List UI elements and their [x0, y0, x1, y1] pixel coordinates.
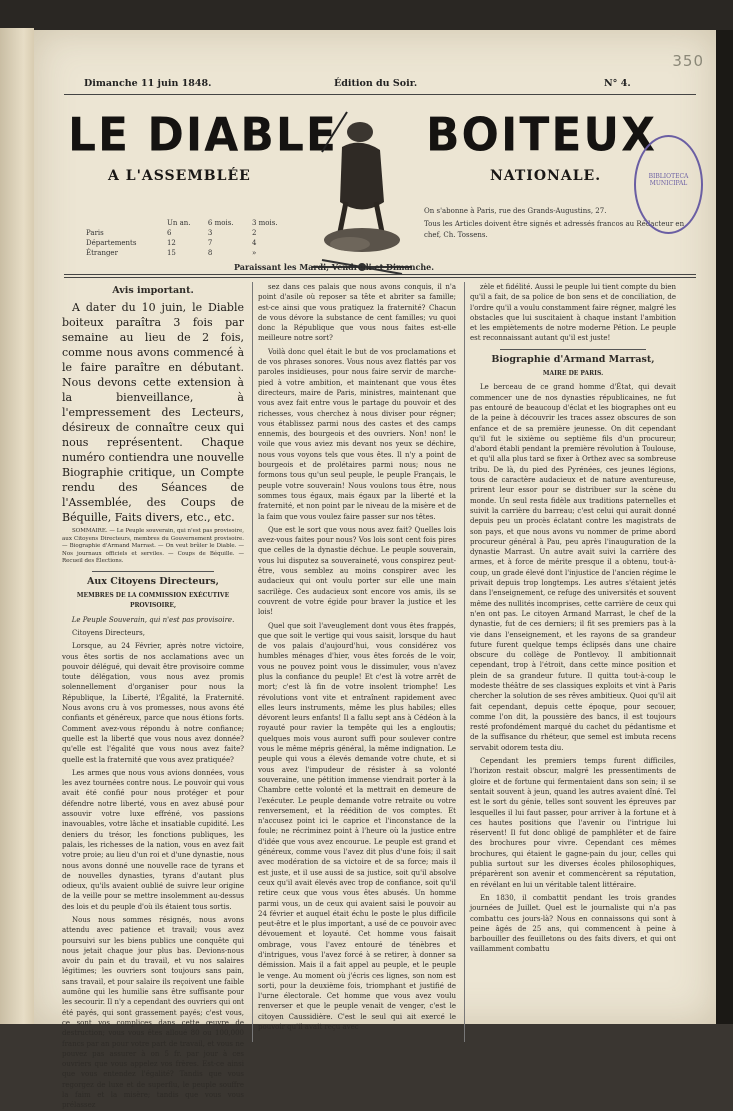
issue-date: Dimanche 11 juin 1848. — [84, 78, 212, 89]
biography-subtitle: MAIRE DE PARIS. — [542, 370, 604, 378]
issue-number: N° 4. — [604, 78, 631, 89]
publication-frequency: Paraissant les Mardi, Vendredi et Dimanche. — [234, 262, 435, 272]
paragraph: sez dans ces palais que nous avons conquis, il n'a point d'asile où reposer sa tête et abriter sa famille; est-ce ainsi que vous pratiquez la fraternité? Chacun de vous dévore la substance de cent familles; vu quoi donc la République que vous nous faites est-elle meilleure notre sort? — [258, 283, 456, 343]
price-cell: Paris — [86, 229, 104, 237]
newspaper-page — [34, 30, 716, 1110]
paragraph: Lorsque, au 24 Février, après notre victoire, vous êtes sortis de nos acclamations avec un pouvoir délégué, qui devait être provisoire comme toute délégation, vous nous avez promis solennellement d'organiser pour nous la République, la Liberté, l'Égalité, la Fraternité. Nous avons cru à vos promesses, nous avons été confiants et généreux, parce que nous étions forts. Comment avez-vous répondu à notre confiance; quelle est la liberté que vous nous avez donnée? qu'elle est l'égalité que vous nous avez faite? quelle est la fraternité que vous avez pratiquée? — [62, 642, 244, 764]
column-divider — [464, 282, 465, 1042]
paragraph: En 1830, il combattit pendant les trois grandes journées de Juillet. Quel est le journaliste qui n'a pas combattu ces jours-là? Nous en connaissons qui sont à peine âgés de 25 ans, qui commencent à peine à barbouiller des feuilletons ou des faits divers, et qui ont vaillamment combattu — [470, 893, 676, 954]
price-row — [84, 228, 294, 238]
paragraph: Le berceau de ce grand homme d'État, qui devait commencer une de nos dynasties républicaines, ne fut pas entouré de beaucoup d'éclat et les biographes ont eu de la peine à découvrir les traces assez obscures de son enfance et de sa première jeunesse. On dit cependant qu'il fut le sixième ou septième fils d'un procureur, d'abord établi pendant la première révolution à Toulouse, et qu'il alla plus tard se fixer à Orthez avec sa sombreuse tribu. De là, du pied des Pyrénées, ces jeunes légions, tous de caractère audacieux et de nature aventureuse, prirent leur essor pour se distribuer sur la scène du monde. Un seul resta fidèle aux traditions paternelles et suivit la carrière du barreau; c'est celui qui aurait donné depuis peu un procès éclatant contre les magistrats de son pays, et que nous avons vu nommer de prime abord procureur général à Pau, peu après l'inauguration de la dynastie Marrast. Un autre avait suivi la carrière des armes, et à force de mérite presque il a obtenu, tout-à-coup, un grade élevé dont l'injustice de l'ancien régime le privait depuis trop longtemps. Les autres s'étaient jetés dans l'enseignement, ce refuge des universités et souvent même des nullités incomprises, cette carrière de ceux qui n'en ont pas. Le citoyen Armand Marrast, le chef de la dynastie, fut de ces derniers; il fit ses premiers pas à la vie dans l'enseignement, et les rayons de sa grandeur future furent quelque temps éclipsés dans une chaire obscure du collège de Pontlevoy. Il ambitionnait cependant, trop à l'étroit, dans cette mince position et plein de sa grandeur future. Il quitta tout-à-coup le modeste théâtre de ses classiques exploits et vint à Paris chercher la solution de ses rêves ambitieux. Quoi qu'il ait fait cependant, depuis cette époque, pour secouer, comme l'on dit, la poussière des bancs, il est toujours resté profondément marqué du cachet du pédantisme et de la suffisance du rhéteur, que semel est imbuta recens servabit odorem testa diu. — [470, 383, 676, 752]
avis-text: A dater du 10 juin, le Diable boiteux paraîtra 3 fois par semaine au lieu de 2 fois, comme nous avons commencé à le faire paraître en débutant. Nous devons cette extension à la bienveillance, à l'empressement des Lecteurs, désireux de connaître ceux qui nous représentent. Chaque numéro contiendra une nouvelle Biographie critique, un Compte rendu des Séances de l'Assemblée, des Coups de Béquille, Faits divers, etc., etc. — [62, 301, 244, 525]
price-cell: 15 — [166, 249, 176, 257]
stamp-text: BIBLIOTECA MUNICIPAL — [648, 173, 689, 187]
price-cell: 2 — [251, 229, 257, 237]
subscription-line: On s'abonne à Paris, rue des Grands-Augustins, 27. — [424, 207, 607, 215]
column-1 — [62, 282, 244, 1110]
price-row — [84, 238, 294, 248]
binding-edge — [0, 28, 34, 1024]
price-cell: » — [251, 249, 257, 257]
subtitle-left: A L'ASSEMBLÉE — [108, 168, 251, 184]
price-row — [84, 248, 294, 258]
paragraph: Les armes que nous vous avions données, vous les avez tournées contre nous. Le pouvoir qui vous avait été confié pour nous protéger et pour défendre notre liberté, vous en avez abusé pour assouvir votre luxe effréné, vos passions inavouables, votre lâche et insatiable cupidité. Les deniers du trésor, les fonctions publiques, les palais, les richesses de la nation, vous en avez fait votre proie; au lieu d'un roi et d'une dynastie, nous nous avons donné une nouvelle race de tyrans et de nouvelles dynasties, tyrans d'autant plus odieux, qu'ils avaient oublié de suivre leur origine de la veille pour se mettre insolemment au-dessus des lois et du peuple d'où ils étaient tous sortis. — [62, 768, 244, 911]
scan-right-background — [716, 30, 733, 1024]
masthead-bottom-rule-2 — [64, 277, 696, 278]
price-cell: 8 — [207, 249, 213, 257]
price-cell: Étranger — [86, 249, 118, 257]
scan-top-background — [0, 0, 733, 30]
price-cell: 3 — [207, 229, 213, 237]
address-title: Aux Citoyens Directeurs, — [87, 575, 219, 587]
library-stamp — [634, 135, 703, 234]
price-cell: Départements — [86, 239, 137, 247]
price-header-row — [84, 218, 294, 228]
column-2 — [258, 282, 456, 1032]
price-cell: 12 — [166, 239, 176, 247]
price-table — [84, 218, 294, 258]
column-3 — [470, 282, 676, 1022]
price-cell: 4 — [251, 239, 257, 247]
biography-title: Biographie d'Armand Marrast, — [491, 353, 655, 365]
paragraph: zèle et fidélité. Aussi le peuple lui tient compte du bien qu'il a fait, de sa police de bon sens et de conciliation, de l'ordre qu'il a voulu constamment faire régner, malgré les obstacles que lui suscitaient à chaque instant l'ambition et les empiètements de notre moderne Pétion. Le peuple est reconnaissant autant qu'il est juste! — [470, 283, 676, 343]
address-subtitle: MEMBRES DE LA COMMISSION EXÉCUTIVE PROVISOIRE, — [76, 592, 230, 610]
sommaire: SOMMAIRE. — Le Peuple souverain, qui n'est pas provisoire, aux Citoyens Directeurs, membres du Gouvernement provisoire. — Biographie d'Armand Marrast. — On veut brûler le Diable. — Nos journaux officiels et serviles. — Coups de Béquille. — Recueil des Élections. — [62, 528, 244, 565]
masthead-bottom-rule — [64, 274, 696, 275]
subtitle-right: NATIONALE. — [490, 168, 602, 184]
section-separator — [92, 571, 214, 572]
price-header — [84, 218, 165, 228]
title-left: LE DIABLE — [68, 108, 338, 163]
paragraph: Cependant les premiers temps furent difficiles, l'horizon restait obscur, malgré les pressentiments de gloire et de fortune qui fermentaient dans son sein; il se sentait souvent à jeun, quand les autres avaient dîné. Tel est le sort du génie, telles sont souvent les épreuves par lesquelles il lui faut passer, pour arriver à la fortune et à ces hautes positions que l'avenir ou l'intrigue lui réservent! Il fut donc obligé de pamphléter et de faire des brochures pour vivre. Cependant ces mêmes brochures, qui étaient le gagne-pain du jour, celles qui publia surtout sur les diverses écoles philosophiques, préparèrent son avenir et commencèrent sa réputation, en révélant en lui un véritable talent littéraire. — [470, 757, 676, 889]
price-header: 6 mois. — [207, 219, 234, 227]
paragraph: Quel que soit l'aveuglement dont vous êtes frappés, que que soit le vertige qui vous saisit, lorsque du haut de vos palais d'aujourd'hui, vous considérez vos humbles ménages d'hier, vous êtes forcés de le voir, vous ne pouvez point vous le dissimuler, vous n'avez plus la confiance du peuple! Et c'est là votre arrêt de mort; c'est là fin de votre insolent triomphe! Les révolutions vont vite et entraînent rapidement avec elles leurs instruments, même les plus habiles; elles dévorent leurs enfants! Il a fallu sept ans à Cédéon à la royauté pour ravier la tempête qui les a engloutis; quelques mois vous auront suffi pour soulever contre vous le même mépris général, la même indignation. Le peuple qui vous a élevés demande votre chute, et si vous avez l'impudeur de résister à sa volonté souveraine, une pétition immense viendrait porter à la Chambre cette volonté et la mettrait en demeure de l'exécuter. Le peuple demande votre retraite ou votre renversement, et la réédition de vos comptes. Et n'accusez point ici le caprice et l'inconstance de la foule; ne récriminez point à l'heure où la justice entre d'idée que vous avez encourue. Le peuple est grand et généreux, comme vous l'avez dit plus d'une fois; il sait avec modération de sa victoire et de sa force; mais il est juste, et il use aussi de sa justice, soit qu'il absolve ceux qu'il avait élevés avec trop de confiance, soit qu'il retire ceux que vous vous êtes abusés. Un homme parmi vous, un de ceux qui avaient saisi le pouvoir au 24 février et auquel était échu le poste le plus difficile peut-être et le plus important, a usé de ce pouvoir avec dévouement et loyauté. Cet homme vous faisait ombrage, vous l'avez entouré de ténèbres et d'intrigues, vous l'avez forcé à se retirer, à donner sa démission. Mais il a fait appel au peuple, et le peuple le venge. Au moment où j'écris ces lignes, son nom est sorti, pour la deuxième fois, triomphant et justifié de l'urne électorale. Cet homme que vous avez voulu renverser et que le peuple venait de venger, c'est le citoyen Caussidière. C'est le seul qui ait exercé le pouvoir qu'il avait reçu avec — [258, 621, 456, 1032]
price-header: 3 mois. — [251, 219, 278, 227]
page-number: 350 — [672, 52, 704, 70]
price-cell: 6 — [166, 229, 172, 237]
subscription-line: Tous les Articles doivent être signés et adressés francos au Rédacteur en chef, Ch. Tossens. — [424, 220, 685, 239]
avis-title: Avis important. — [112, 285, 194, 296]
price-header: Un an. — [166, 219, 191, 227]
devil-vignette-illustration — [302, 92, 422, 280]
section-separator — [500, 349, 646, 350]
paragraph: Nous nous sommes résignés, nous avons attendu avec patience et travail; vous avez poursuivi sur les biens publics une conquête qui nous jetait chaque jour plus bas. Devions-nous avoir du pain et du travail, et vu nos salaires légitimes; les ouvriers sont toujours sans pain, sans travail, et pour salaire ils reçoivent une faible aumône qui les humilie sans être suffisante pour les secourir. Il n'y a cependant des ouvriers qui ont été payés, qui sont grassement payés; c'est vous, ce sont vos complices dans cette œuvre de destruction; vous vous êtes alloué 80 ou 100,000 francs par an pour votre part de travail, et vous ne pouvez pas assurer à on 5 fr. par jour à ces ouvriers que vous appelez vos frères. Est-ce ainsi que vous entendez l'égalité? Tandis que vous regorgez de luxe et de superflu, le peuple souffre la faim et la misère; tandis que vous vous prélassez — [62, 916, 244, 1110]
paragraph: Voilà donc quel était le but de vos proclamations et de vos phrases sonores. Vous nous avez flattés par vos paroles insidieuses, pour nous faire servir de marche-pied à votre ambition, et maintenant que vous êtes directeurs, maire de Paris, ministres, maintenant que vous avez fait entre vous le partage du pouvoir et des richesses, vous cherchez à nous diviser pour régner; vous établissez parmi nous des castes et des camps ennemis, des bourgeois et des ouvriers. Non! non! le voile que vous aviez mis devant nos yeux se déchire, nous vous voyons tels que vous êtes. Il n'y a point de bourgeois et de prolétaires parmi nous; nous ne formons tous qu'un seul peuple, le peuple Français, le peuple votre souverain! Nous voulons tous être, nous sommes tous égaux, mais égaux par la liberté et la fraternité, et non point par le niveau de la misère et de la faim que vous voulez faire passer sur nos têtes. — [258, 347, 456, 521]
salutation: Citoyens Directeurs, — [72, 628, 145, 637]
column-divider — [252, 282, 253, 1042]
title-right: BOITEUX — [426, 108, 658, 163]
edition-label: Édition du Soir. — [334, 78, 418, 89]
paragraph: Que est le sort que vous nous avez fait? Quelles lois avez-vous faites pour nous? Vos lois sont cent fois pires que celles de la dynastie déchue. Le peuple souverain, vous lui disputez sa souveraineté, vous conspirez peut-être, vous semblez au moins conspirer avec les audacieux qui ont voulu porter sur elle une main sacrilège. Ces audacieux sont encore vos amis, ils se couvrent de votre égide pour braver la justice et les lois! — [258, 525, 456, 617]
address-signature: Le Peuple Souverain, qui n'est pas provisoire. — [71, 615, 235, 624]
price-cell: 7 — [207, 239, 213, 247]
